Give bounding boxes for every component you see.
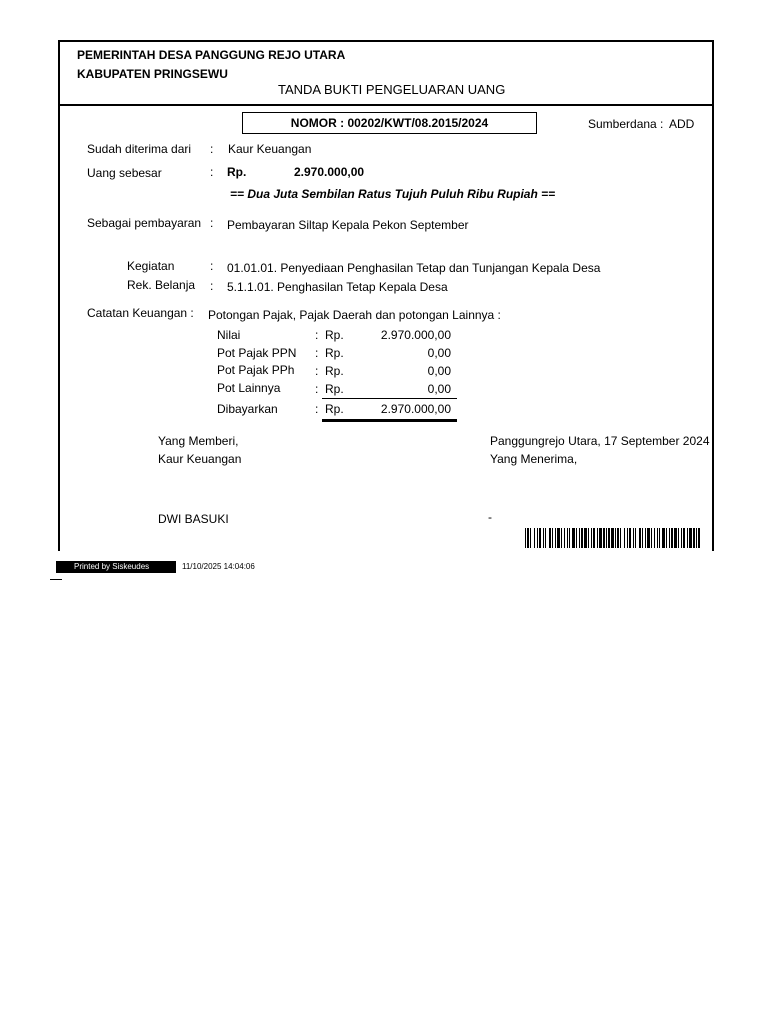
pembayaran-value: Pembayaran Siltap Kepala Pekon September xyxy=(227,218,469,232)
receiver-title: Yang Menerima, xyxy=(490,452,578,466)
catatan-row-colon: : xyxy=(315,382,319,396)
diterima-value: Kaur Keuangan xyxy=(228,142,312,156)
giver-name: DWI BASUKI xyxy=(158,512,229,526)
catatan-row-currency: Rp. xyxy=(325,382,344,396)
giver-title: Yang Memberi, xyxy=(158,434,239,448)
uang-currency: Rp. xyxy=(227,165,247,179)
rek-label: Rek. Belanja xyxy=(127,278,196,292)
org-region: KABUPATEN PRINGSEWU xyxy=(77,67,228,81)
catatan-row-currency: Rp. xyxy=(325,346,344,360)
printed-at: 11/10/2025 14:04:06 xyxy=(182,562,255,571)
catatan-row-label: Pot Pajak PPh xyxy=(217,363,295,377)
catatan-row-label: Nilai xyxy=(217,328,241,342)
catatan-row-label: Dibayarkan xyxy=(217,402,278,416)
catatan-row-label: Pot Lainnya xyxy=(217,381,281,395)
uang-label: Uang sebesar xyxy=(87,166,162,180)
catatan-row-currency: Rp. xyxy=(325,402,344,416)
catatan-row-amount: 2.970.000,00 xyxy=(380,402,451,416)
pembayaran-label: Sebagai pembayaran xyxy=(87,216,202,230)
terbilang: == Dua Juta Sembilan Ratus Tujuh Puluh Ribu Rupiah == xyxy=(230,187,556,201)
catatan-row-amount: 0,00 xyxy=(427,346,451,360)
kegiatan-colon: : xyxy=(210,259,214,273)
document-title: TANDA BUKTI PENGELUARAN UANG xyxy=(278,82,506,97)
catatan-heading: Potongan Pajak, Pajak Daerah dan potongan Lainnya : xyxy=(208,308,501,322)
catatan-row-amount: 0,00 xyxy=(427,364,451,378)
place-date: Panggungrejo Utara, 17 September 2024 xyxy=(490,434,710,448)
nomor-label: NOMOR : 00202/KWT/08.2015/2024 xyxy=(290,116,489,130)
catatan-row-label: Pot Pajak PPN xyxy=(217,346,297,360)
uang-colon: : xyxy=(210,165,214,179)
pembayaran-colon: : xyxy=(210,216,214,230)
kegiatan-label: Kegiatan xyxy=(127,259,175,273)
barcode-icon xyxy=(525,528,700,548)
catatan-row-colon: : xyxy=(315,346,319,360)
sumberdana-value: ADD xyxy=(669,117,695,131)
org-name: PEMERINTAH DESA PANGGUNG REJO UTARA xyxy=(77,48,346,62)
sumberdana-label: Sumberdana : xyxy=(588,117,664,131)
kegiatan-value: 01.01.01. Penyediaan Penghasilan Tetap dan Tunjangan Kepala Desa xyxy=(227,261,601,275)
nomor-box xyxy=(242,112,537,134)
margin-mark xyxy=(50,579,62,580)
receiver-name: - xyxy=(488,510,492,524)
catatan-row-currency: Rp. xyxy=(325,328,344,342)
diterima-colon: : xyxy=(210,142,214,156)
catatan-row-amount: 0,00 xyxy=(427,382,451,396)
rek-colon: : xyxy=(210,279,214,293)
diterima-label: Sudah diterima dari xyxy=(87,142,192,156)
catatan-row-colon: : xyxy=(315,328,319,342)
giver-position: Kaur Keuangan xyxy=(158,452,242,466)
subtotal-line xyxy=(322,398,457,399)
rek-value: 5.1.1.01. Penghasilan Tetap Kepala Desa xyxy=(227,280,448,294)
printed-by-badge: Printed by Siskeudes xyxy=(56,561,176,573)
total-line xyxy=(322,419,457,422)
catatan-row-currency: Rp. xyxy=(325,364,344,378)
catatan-row-amount: 2.970.000,00 xyxy=(380,328,451,342)
catatan-row-colon: : xyxy=(315,364,319,378)
catatan-label: Catatan Keuangan : xyxy=(87,306,194,320)
uang-value: 2.970.000,00 xyxy=(294,165,365,179)
catatan-row-colon: : xyxy=(315,402,319,416)
header-divider xyxy=(58,104,714,106)
